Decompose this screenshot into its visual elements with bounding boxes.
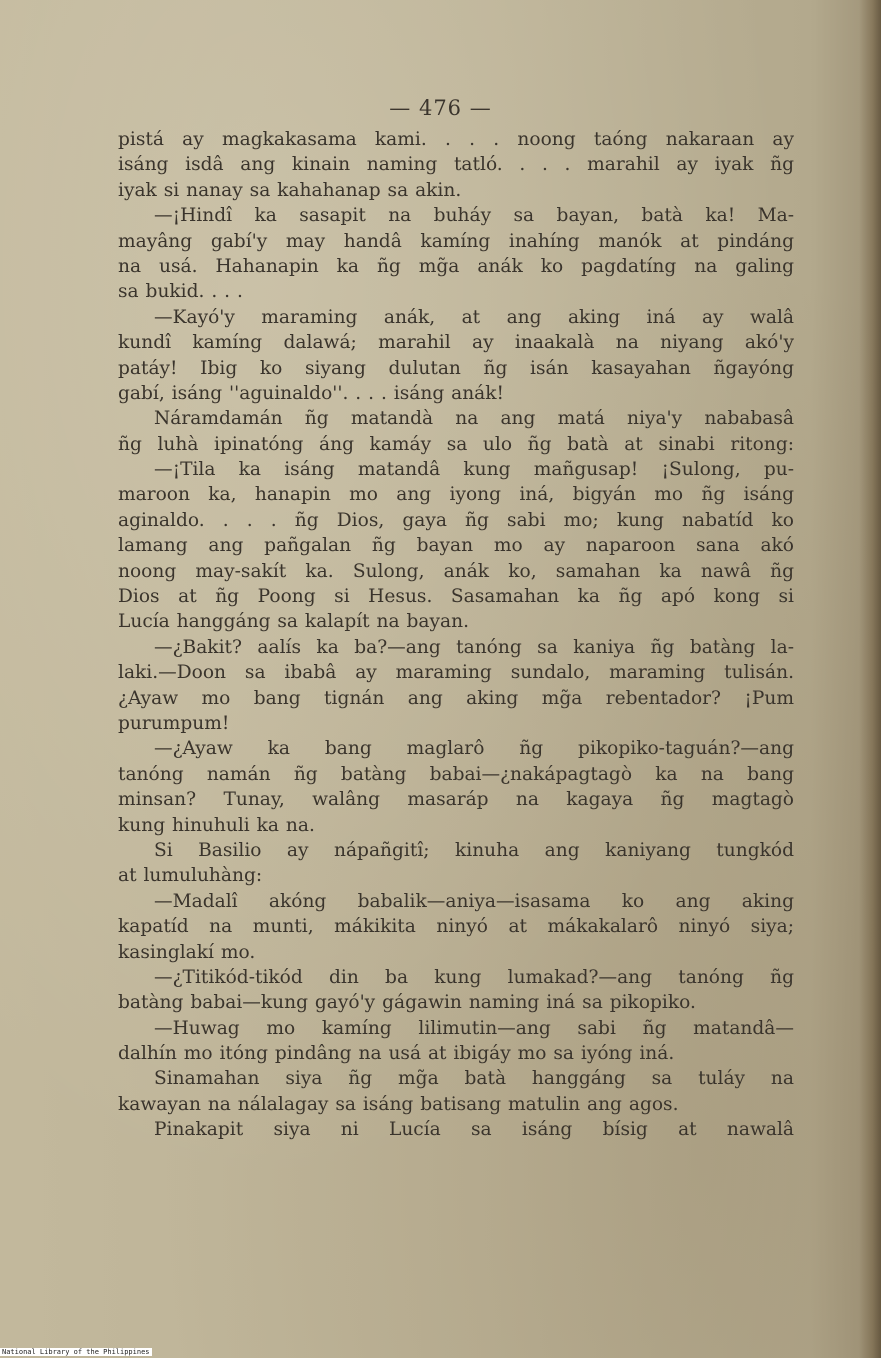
text-line: iyak si nanay sa kahahanap sa akin. xyxy=(118,179,462,201)
text-line: patáy! Ibig ko siyang dulutan ñg isán kasayahan ñgayóng xyxy=(118,357,794,379)
text-line: Si Basilio ay nápañgitî; kinuha ang kaniyang tungkód xyxy=(154,839,794,861)
page-edge-shadow xyxy=(859,0,881,1358)
text-line: dalhín mo itóng pindâng na usá at ibigáy mo sa iyóng iná. xyxy=(118,1043,675,1065)
text-line: na usá. Hahanapin ka ñg mg̃a anák ko pagdatíng na galing xyxy=(118,255,794,277)
page-number: — 476 — xyxy=(389,96,492,120)
text-line: isáng isdâ ang kinain naming tatló. . . . marahil ay iyak ñg xyxy=(118,154,794,176)
text-line: kung hinuhuli ka na. xyxy=(118,814,315,836)
text-line: —Huwag mo kamíng lilimutin—ang sabi ñg matandâ— xyxy=(154,1017,794,1039)
text-line: —Madalî akóng babalik—aniya—isasama ko ang aking xyxy=(154,890,794,912)
text-line: at lumuluhàng: xyxy=(118,865,263,887)
text-line: —¡Tila ka isáng matandâ kung mañgusap! ¡Sulong, pu- xyxy=(154,459,794,481)
text-line: laki.—Doon sa ibabâ ay maraming sundalo, maraming tulisán. xyxy=(118,662,794,684)
text-line: aginaldo. . . . ñg Dios, gaya ñg sabi mo; kung nabatíd ko xyxy=(118,509,794,531)
text-line: lamang ang pañgalan ñg bayan mo ay naparoon sana akó xyxy=(118,535,794,557)
text-line: kasinglakí mo. xyxy=(118,941,256,963)
text-line: gabí, isáng ''aguinaldo''. . . . isáng anák! xyxy=(118,382,505,404)
text-line: Pinakapit siya ni Lucía sa isáng bísig at nawalâ xyxy=(154,1119,794,1141)
text-line: kawayan na nálalagay sa isáng batisang matulin ang agos. xyxy=(118,1093,679,1115)
text-line: batàng babai—kung gayó'y gágawin naming iná sa pikopiko. xyxy=(118,992,696,1014)
text-line: —¿Bakit? aalís ka ba?—ang tanóng sa kaniya ñg batàng la- xyxy=(154,636,794,658)
text-line: ¿Ayaw mo bang tignán ang aking mg̃a rebentador? ¡Pum xyxy=(118,687,794,709)
footer-credit: National Library of the Philippines xyxy=(2,1348,150,1356)
text-line: purumpum! xyxy=(118,712,230,734)
body-text xyxy=(118,127,794,1143)
text-line: noong may-sakít ka. Sulong, anák ko, samahan ka nawâ ñg xyxy=(118,560,794,582)
text-line: —Kayó'y maraming anák, at ang aking iná ay walâ xyxy=(154,306,794,328)
text-line: minsan? Tunay, walâng masaráp na kagaya ñg magtagò xyxy=(118,789,794,811)
text-line: kundî kamíng dalawá; marahil ay inaakalà na niyang akó'y xyxy=(118,332,794,354)
text-line: Sinamahan siya ñg mg̃a batà hanggáng sa tuláy na xyxy=(154,1068,794,1090)
text-line: maroon ka, hanapin mo ang iyong iná, bigyán mo ñg isáng xyxy=(118,484,794,506)
text-line: sa bukid. . . . xyxy=(118,281,243,303)
text-line: pistá ay magkakasama kami. . . . noong taóng nakaraan ay xyxy=(118,129,794,150)
text-line: Náramdamán ñg matandà na ang matá niya'y nababasâ xyxy=(154,408,794,430)
text-line: —¡Hindî ka sasapit na buháy sa bayan, batà ka! Ma- xyxy=(154,205,794,227)
text-line: Lucía hanggáng sa kalapít na bayan. xyxy=(118,611,469,633)
text-line: ñg luhà ipinatóng áng kamáy sa ulo ñg batà at sinabi ritong: xyxy=(118,433,794,455)
text-line: mayâng gabí'y may handâ kamíng inahíng manók at pindáng xyxy=(118,230,794,252)
text-line: kapatíd na munti, mákikita ninyó at mákakalarô ninyó siya; xyxy=(118,916,794,938)
text-line: Dios at ñg Poong si Hesus. Sasamahan ka ñg apó kong si xyxy=(118,586,794,608)
text-line: —¿Ayaw ka bang maglarô ñg pikopiko-taguán?—ang xyxy=(154,738,794,760)
text-line: —¿Titikód-tikód din ba kung lumakad?—ang tanóng ñg xyxy=(154,966,794,988)
text-line: tanóng namán ñg batàng babai—¿nakápagtagò ka na bang xyxy=(118,763,794,785)
